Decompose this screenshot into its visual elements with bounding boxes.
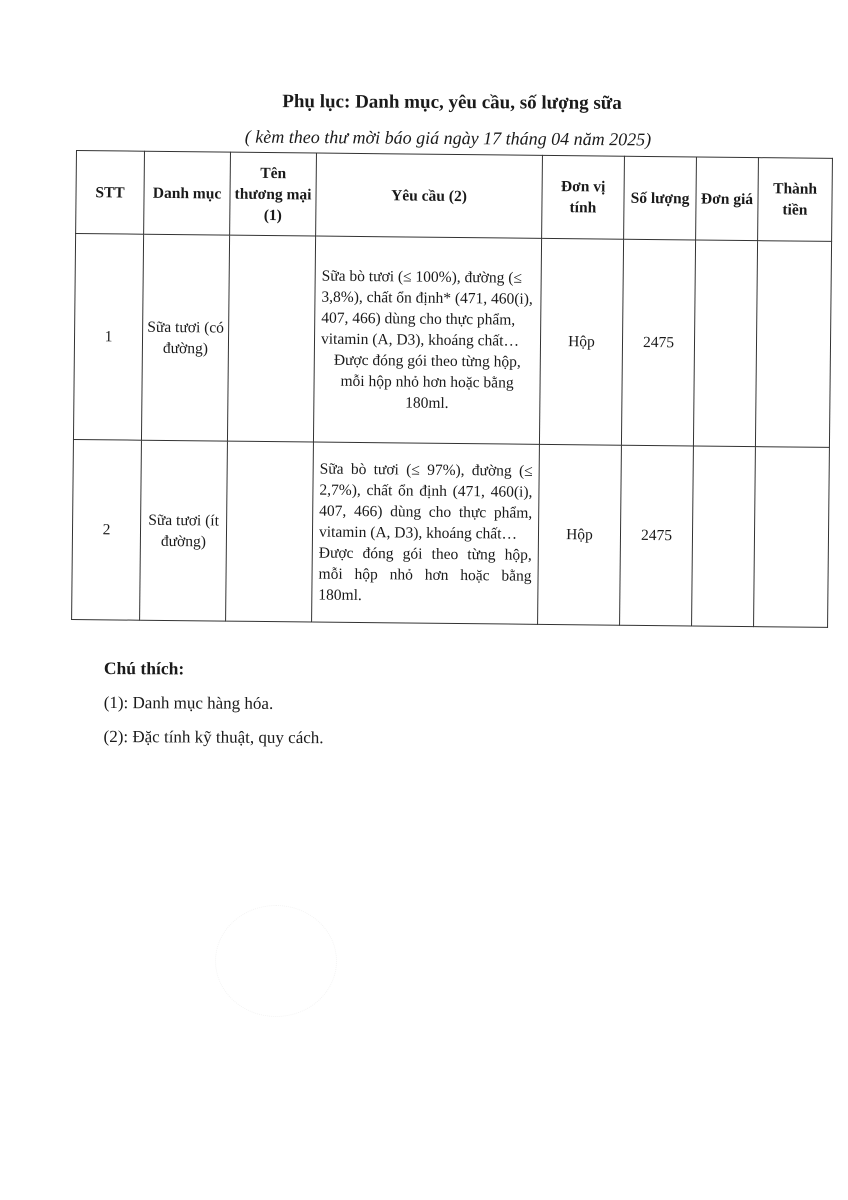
cell-don-gia <box>693 240 757 447</box>
table-row <box>72 439 830 627</box>
cell-yeu-cau <box>313 236 541 444</box>
table-header-row <box>76 151 833 242</box>
items-table <box>71 150 833 628</box>
cell-thanh-tien <box>755 241 831 448</box>
packaging-text: Được đóng gói theo từng hộp, mỗi hộp nhỏ hơn hoặc bằng 180ml. <box>333 351 521 412</box>
cell-don-gia <box>692 446 756 627</box>
header-so-luong: Số lượng <box>624 156 697 240</box>
cell-so-luong: 2475 <box>620 445 694 626</box>
header-stt: STT <box>76 151 145 235</box>
cell-danh-muc: Sữa tươi (có đường) <box>141 234 229 441</box>
cell-stt: 1 <box>73 234 143 441</box>
document-title: Phụ lục: Danh mục, yêu cầu, số lượng sữa <box>282 91 622 114</box>
cell-don-vi-tinh: Hộp <box>539 238 623 445</box>
faint-stamp-mark <box>215 905 337 1017</box>
cell-so-luong: 2475 <box>621 239 695 446</box>
cell-stt: 2 <box>72 439 142 620</box>
note-item: (2): Đặc tính kỹ thuật, quy cách. <box>103 726 324 748</box>
requirement-text: Sữa bò tươi (≤ 97%), đường (≤ 2,7%), chất ổn định (471, 460(i), 407, 466) dùng cho thực phẩm, vitamin (A, D3), khoáng chất… <box>318 460 533 543</box>
header-thanh-tien: Thành tiền <box>758 158 833 242</box>
header-danh-muc: Danh mục <box>144 151 231 235</box>
header-don-vi-tinh: Đơn vị tính <box>542 155 625 239</box>
cell-ten-thuong-mai <box>226 441 314 622</box>
notes-section <box>103 658 324 762</box>
cell-ten-thuong-mai <box>227 235 315 442</box>
cell-yeu-cau <box>312 442 540 624</box>
requirement-text: Sữa bò tươi (≤ 100%), đường (≤ 3,8%), chất ổn định* (471, 460(i), 407, 466) dùng cho thực phẩm, vitamin (A, D3), khoáng chất… <box>320 267 533 350</box>
packaging-text: Được đóng gói theo từng hộp, mỗi hộp nhỏ hơn hoặc bằng 180ml. <box>318 544 532 605</box>
document-subtitle: ( kèm theo thư mời báo giá ngày 17 tháng 04 năm 2025) <box>244 126 652 150</box>
table-wrapper <box>71 150 832 628</box>
table-row <box>73 234 831 448</box>
cell-danh-muc: Sữa tươi (ít đường) <box>140 440 228 621</box>
cell-don-vi-tinh: Hộp <box>538 444 622 625</box>
header-ten-thuong-mai: Tên thương mại (1) <box>230 152 317 236</box>
header-yeu-cau: Yêu cầu (2) <box>316 153 543 238</box>
note-item: (1): Danh mục hàng hóa. <box>103 692 274 713</box>
header-don-gia: Đơn giá <box>696 157 759 241</box>
notes-heading: Chú thích: <box>103 658 185 679</box>
cell-thanh-tien <box>754 447 830 628</box>
